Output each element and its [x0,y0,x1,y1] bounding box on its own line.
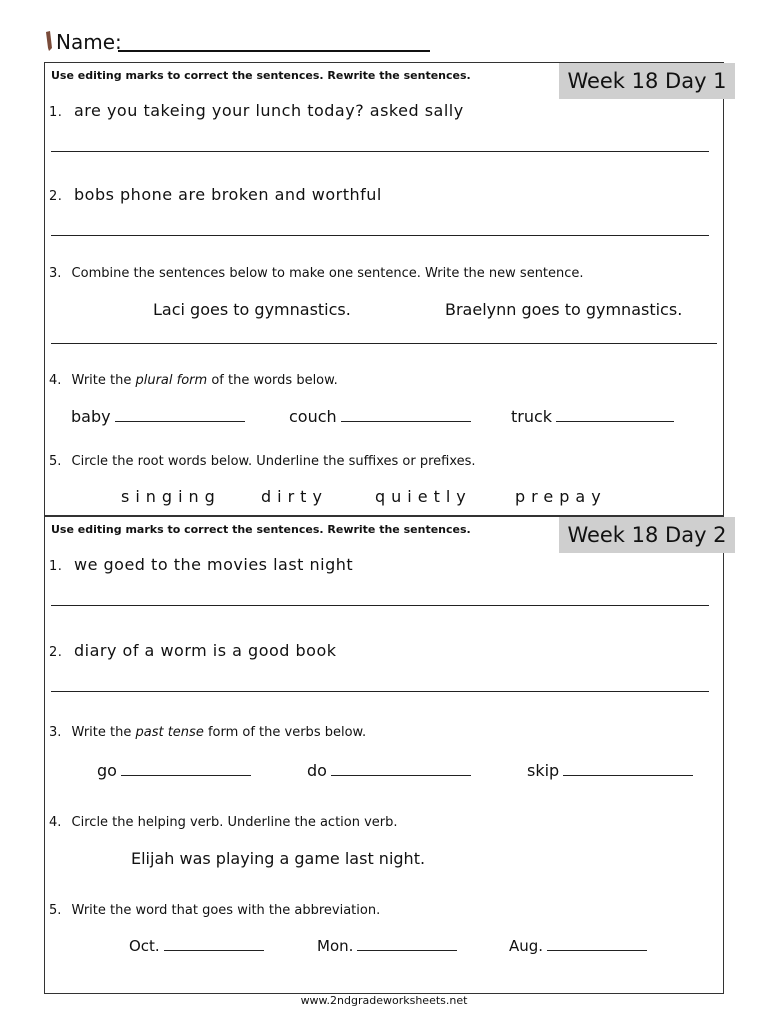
day1-q5-word-3: quietly [375,487,472,506]
day2-q3-word-3-label: skip [527,761,560,780]
day1-q2 [49,185,382,204]
day2-q5 [49,903,380,918]
day1-q3 [49,266,584,281]
day2-q4-num: 4. [49,815,62,830]
day2-q3 [49,725,366,740]
day2-q3-suffix: form of the verbs below. [207,725,367,740]
day1-q4-word-2-label: couch [289,407,337,426]
day2-q1-answer-line[interactable] [51,605,709,606]
day1-q4-word-3-blank[interactable] [556,421,674,422]
day2-q4-sentence: Elijah was playing a game last night. [131,849,426,868]
day1-q4-word-1-label: baby [71,407,111,426]
day2-q3-prefix: Write the [71,725,132,740]
day2-q5-abbr-2 [317,937,457,955]
day2-q3-word-3 [527,761,693,780]
day1-q4-word-3-label: truck [511,407,553,426]
day1-q5-text: Circle the root words below. Underline the suffixes or prefixes. [71,454,476,469]
day2-q3-word-2-blank[interactable] [331,775,471,776]
day2-q5-abbr-2-blank[interactable] [357,950,457,951]
day2-panel [44,516,727,994]
day2-q5-abbr-1 [129,937,264,955]
day1-q4-emph: plural form [135,373,208,388]
day1-q4-num: 4. [49,373,62,388]
day1-q4-word-2 [289,407,471,426]
day1-q1-num: 1. [49,105,63,120]
day1-q3-answer-line[interactable] [51,343,717,344]
day1-q3-sentence-b: Braelynn goes to gymnastics. [445,300,683,319]
day1-q4-suffix: of the words below. [211,373,338,388]
day2-q4 [49,815,398,830]
day1-q5 [49,454,476,469]
day2-q3-emph: past tense [135,725,204,740]
footer-url: www.2ndgradeworksheets.net [300,994,468,1007]
day1-q4-word-2-blank[interactable] [341,421,471,422]
day1-q4-word-1 [71,407,245,426]
day2-q1 [49,555,353,574]
day1-q4 [49,373,338,388]
day2-q5-abbr-1-label: Oct. [129,937,160,955]
day2-q5-abbr-3 [509,937,647,955]
day1-q5-word-4: prepay [515,487,607,506]
day1-week-label: Week 18 Day 1 [559,63,735,99]
day2-q2-answer-line[interactable] [51,691,709,692]
day1-q3-sentence-a: Laci goes to gymnastics. [153,300,351,319]
day1-q4-word-3 [511,407,674,426]
day1-q1 [49,101,464,120]
day1-q4-word-1-blank[interactable] [115,421,245,422]
day1-q3-text: Combine the sentences below to make one sentence. Write the new sentence. [71,266,584,281]
day1-q1-text: are you takeing your lunch today? asked sally [74,101,464,120]
day2-q4-text: Circle the helping verb. Underline the action verb. [71,815,398,830]
day2-q1-text: we goed to the movies last night [74,555,354,574]
day2-q5-abbr-3-label: Aug. [509,937,544,955]
day1-q5-word-1: singing [121,487,221,506]
day1-q3-num: 3. [49,266,62,281]
day2-q5-text: Write the word that goes with the abbreviation. [71,903,381,918]
day2-q1-num: 1. [49,559,63,574]
name-field[interactable] [118,50,430,52]
day2-q2-num: 2. [49,645,63,660]
day1-q2-num: 2. [49,189,63,204]
day2-q3-num: 3. [49,725,62,740]
name-label: Name: [56,30,122,54]
day2-q5-abbr-1-blank[interactable] [164,950,264,951]
day1-q5-num: 5. [49,454,62,469]
day2-q5-abbr-3-blank[interactable] [547,950,647,951]
day2-q3-word-1-label: go [97,761,117,780]
day1-panel [44,62,727,516]
day2-q3-word-1-blank[interactable] [121,775,251,776]
pencil-icon [44,30,54,52]
day1-instructions: Use editing marks to correct the sentences. Rewrite the sentences. [51,69,471,82]
day2-q5-num: 5. [49,903,62,918]
day1-q2-text: bobs phone are broken and worthful [74,185,382,204]
day2-q2-text: diary of a worm is a good book [74,641,337,660]
day2-q2 [49,641,337,660]
day2-q3-word-2 [307,761,471,780]
day2-q3-word-1 [97,761,251,780]
day2-q5-abbr-2-label: Mon. [317,937,354,955]
day2-week-label: Week 18 Day 2 [559,517,735,553]
day1-q4-prefix: Write the [71,373,132,388]
day1-q5-word-2: dirty [261,487,328,506]
day2-instructions: Use editing marks to correct the sentences. Rewrite the sentences. [51,523,471,536]
day2-q3-word-3-blank[interactable] [563,775,693,776]
day1-q2-answer-line[interactable] [51,235,709,236]
day1-q1-answer-line[interactable] [51,151,709,152]
day2-q3-word-2-label: do [307,761,327,780]
